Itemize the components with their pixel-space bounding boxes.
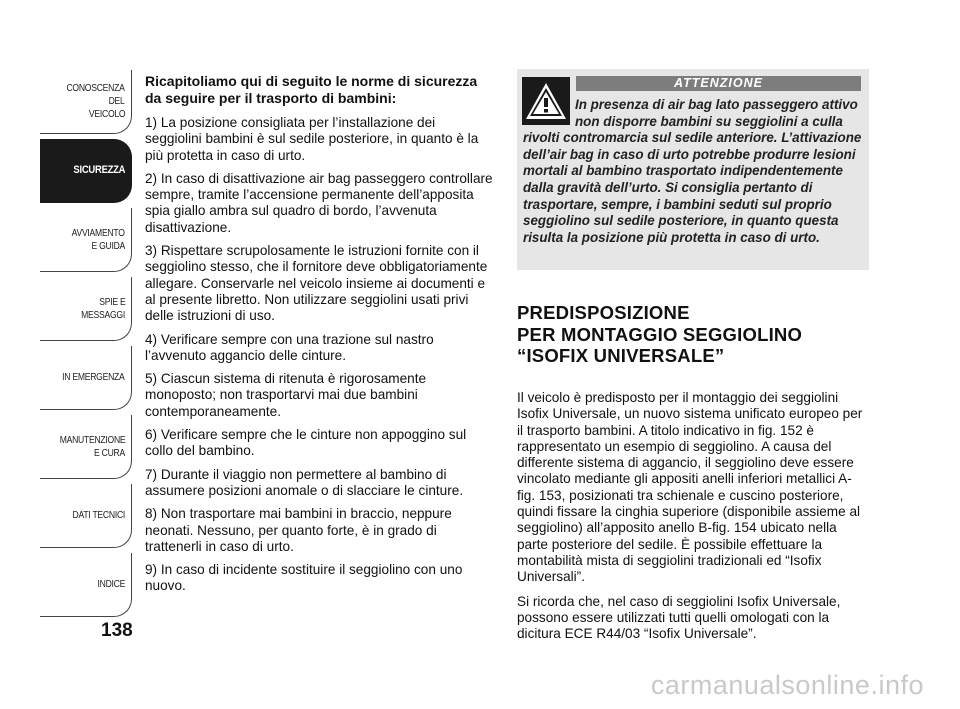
section-title-line: “ISOFIX UNIVERSALE” [517, 345, 725, 366]
rule-item: 5) Ciascun sistema di ritenuta è rigorosamente monoposto; non trasportarvi mai due bambini contemporaneamente. [145, 371, 427, 419]
tab-manutenzione-e-cura[interactable] [40, 415, 132, 479]
body-paragraph: Il veicolo è predisposto per il montaggio dei seggiolini Isofix Universale, un nuovo sistema unificato europeo per il trasporto bambini. A titolo indicativo in fig. 152 è rappresentato un esempio di seggiolino. A causa del differente sistema di aggancio, il seggiolino deve essere vincolato mediante gli appositi anelli inferiori metallici A-fig. 153, posizionati tra schienale e cuscino posteriore, quindi fissare la cinghia superiore (disponibile assieme al seggiolino) all’apposito anello B-fig. 154 ubicato nella parte posteriore del sedile. È possibile effettuare la montabilità mista di seggiolini tradizionali ed “Isofix Universali”. [517, 390, 863, 585]
warning-text: In presenza di air bag lato passeggero attivo non disporre bambini su seggiolini a culla rivolti contromarcia sul sedile anteriore. L’attivazione dell’air bag in caso di urto potrebbe produrre lesioni mortali al bambino trasportato indipendentemente dalla gravità dell’urto. Si consiglia pertanto di trasportare, sempre, i bambini seduti sul proprio seggiolino sul sedile posteriore, in quanto questa risulta la posizione più protetta in caso di urto. [523, 97, 862, 245]
tab-in-emergenza[interactable] [40, 346, 132, 410]
tab-conoscenza-del-veicolo[interactable] [40, 70, 132, 134]
section-title-line: PREDISPOSIZIONE [517, 302, 690, 323]
rule-item: 4) Verificare sempre con una trazione sul nastro l’avvenuto aggancio delle cinture. [145, 331, 434, 363]
tab-spie-e-messaggi[interactable] [40, 277, 132, 341]
tab-label-line: SPIE E [98, 296, 125, 308]
tab-dati-tecnici[interactable] [40, 484, 132, 548]
body-paragraph: Si ricorda che, nel caso di seggiolini Isofix Universale, possono essere utilizzati tutti quelli omologati con la dicitura ECE R44/03 “Isofix Universale”. [517, 593, 841, 642]
tab-label-line: INDICE [97, 579, 125, 590]
tab-label-line: MESSAGGI [81, 309, 125, 321]
rule-item: 3) Rispettare scrupolosamente le istruzioni fornite con il seggiolino stesso, che il fornitore deve obbligatoriamente allegare. Conservarle nel veicolo insieme ai documenti e al presente libretto. Non utilizzare seggiolini usati privi delle istruzioni di uso. [145, 243, 488, 324]
rule-item: 1) La posizione consigliata per l’installazione dei seggiolini bambini è sul sedile posteriore, in quanto è la più protetta in caso di urto. [145, 115, 479, 163]
section-title [517, 302, 877, 367]
rule-item: 6) Verificare sempre che le cinture non appoggino sul collo del bambino. [145, 427, 467, 459]
page-number: 138 [101, 620, 133, 641]
tab-label-line: SICUREZZA [73, 164, 125, 176]
tab-label-line: IN EMERGENZA [62, 372, 125, 383]
isofix-column [517, 390, 869, 650]
tab-label-line: AVVIAMENTO [71, 227, 125, 239]
tab-indice[interactable] [40, 553, 132, 617]
tab-label-line: CONOSCENZA [66, 83, 125, 94]
rule-item: 9) In caso di incidente sostituire il seggiolino con uno nuovo. [145, 562, 463, 594]
rule-item: 7) Durante il viaggio non permettere al bambino di assumere posizioni anomale o di slacciare le cinture. [145, 466, 464, 498]
chapter-tabs [40, 70, 132, 622]
tab-label-line: MANUTENZIONE [59, 434, 125, 446]
warning-box [517, 69, 869, 270]
tab-label-line: E CURA [94, 447, 125, 459]
rules-intro: Ricapitoliamo qui di seguito le norme di sicurezza da seguire per il trasporto di bambini: [145, 73, 478, 106]
warning-title: ATTENZIONE [576, 76, 861, 91]
rule-item: 2) In caso di disattivazione air bag passeggero controllare sempre, tramite l’accensione permanente dell’apposita spia giallo ambra sul quadro di bordo, l’avvenuta disattivazione. [145, 170, 493, 235]
tab-label-line: E GUIDA [91, 240, 125, 252]
tab-label-line: DATI TECNICI [72, 510, 125, 521]
tab-sicurezza[interactable] [40, 139, 132, 203]
section-title-line: PER MONTAGGIO SEGGIOLINO [517, 323, 803, 345]
safety-rules-column [145, 73, 493, 602]
watermark: carmanualsonline.info [650, 670, 924, 700]
tab-label-line: DEL [109, 96, 125, 107]
rule-item: 8) Non trasportare mai bambini in braccio, neppure neonati. Nessuno, per quanto forte, è in grado di trattenerli in caso di urto. [145, 506, 452, 554]
tab-label-line: VEICOLO [88, 109, 125, 120]
tab-avviamento-e-guida[interactable] [40, 208, 132, 272]
